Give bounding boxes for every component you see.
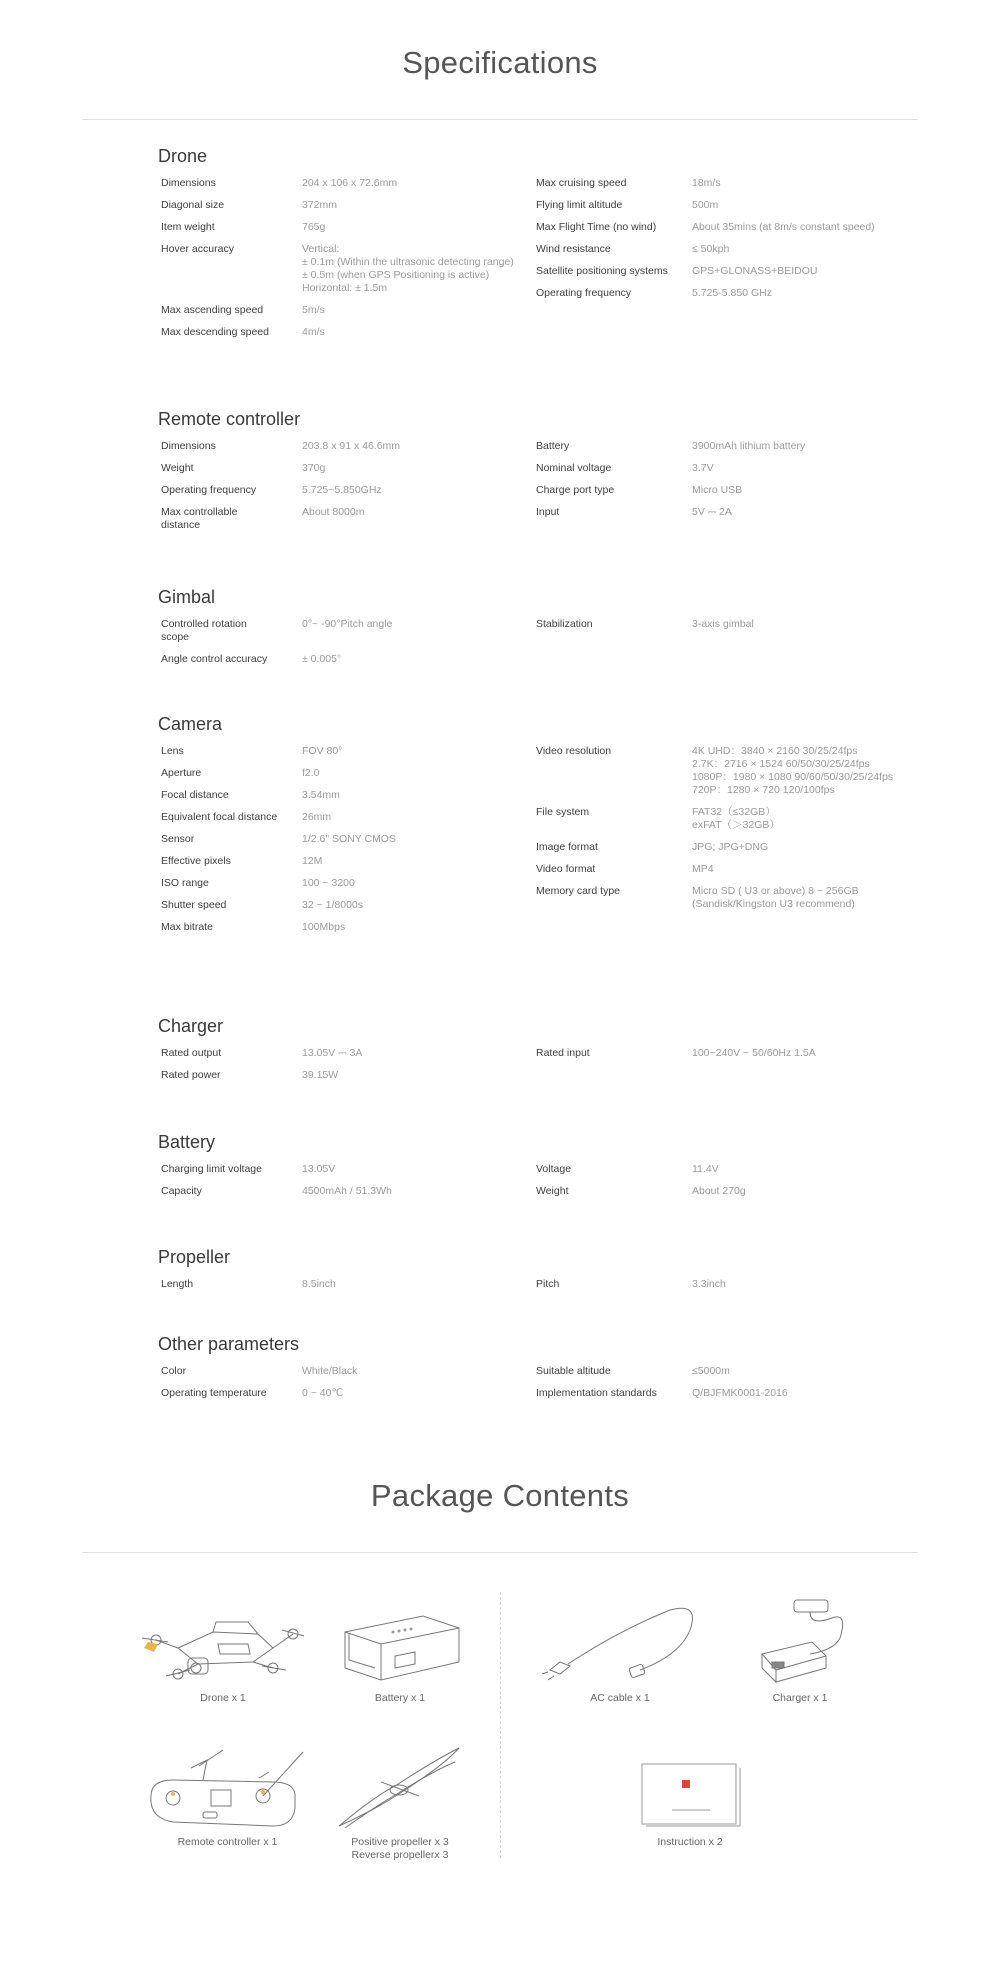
instruction-booklet-illustration bbox=[638, 1760, 742, 1830]
spec-row-diagonal-size bbox=[161, 199, 531, 212]
spec-label: Rated output bbox=[161, 1047, 222, 1059]
spec-label: Max ascending speed bbox=[161, 304, 264, 316]
spec-row-angle-control-accuracy bbox=[161, 653, 531, 666]
spec-value: Micro USB bbox=[692, 484, 743, 496]
package-item-remote-controller bbox=[140, 1748, 315, 1849]
spec-label: Diagonal size bbox=[161, 199, 225, 211]
drone-caption: Drone x 1 bbox=[200, 1692, 246, 1704]
spec-row-file-system bbox=[536, 806, 916, 832]
spec-label: Battery bbox=[536, 440, 570, 452]
spec-label: Rated input bbox=[536, 1047, 590, 1059]
remote-controller-illustration bbox=[143, 1748, 313, 1830]
spec-label: Aperture bbox=[161, 767, 202, 779]
spec-label: Operating frequency bbox=[536, 287, 632, 299]
spec-row-stabilization bbox=[536, 618, 916, 631]
spec-value: About 35mins (at 8m/s constant speed) bbox=[692, 221, 875, 233]
spec-row-item-weight bbox=[161, 221, 531, 234]
spec-column-left bbox=[161, 745, 531, 943]
specifications-title: Specifications bbox=[402, 45, 598, 80]
spec-column-left bbox=[161, 177, 531, 348]
spec-value: 13.05V ⎓ 3A bbox=[302, 1047, 363, 1059]
section-heading: Drone bbox=[158, 146, 208, 166]
section-battery bbox=[158, 1129, 918, 1197]
spec-row-satellite-positioning-systems bbox=[536, 265, 916, 278]
spec-column-left bbox=[161, 1047, 531, 1091]
spec-label: Memory card type bbox=[536, 885, 621, 897]
spec-value: 0 ~ 40℃ bbox=[302, 1387, 344, 1399]
spec-value: FAT32（≤32GB） exFAT（＞32GB） bbox=[692, 806, 780, 831]
spec-row-capacity bbox=[161, 1185, 531, 1198]
section-heading: Camera bbox=[158, 714, 223, 734]
spec-column-left bbox=[161, 1278, 531, 1300]
spec-row-max-descending-speed bbox=[161, 326, 531, 339]
spec-row-input bbox=[536, 506, 916, 519]
spec-value: 5V ⎓ 2A bbox=[692, 506, 732, 518]
spec-label: Voltage bbox=[536, 1163, 572, 1175]
spec-row-max-cruising-speed bbox=[536, 177, 916, 190]
spec-value: 3.3inch bbox=[692, 1278, 726, 1290]
spec-label: Equivalent focal distance bbox=[161, 811, 278, 823]
section-heading: Other parameters bbox=[158, 1334, 300, 1354]
spec-value: 100~240V ~ 50/60Hz 1.5A bbox=[692, 1047, 816, 1059]
spec-label: Nominal voltage bbox=[536, 462, 612, 474]
spec-label: Implementation standards bbox=[536, 1387, 657, 1399]
spec-value: 370g bbox=[302, 462, 326, 474]
spec-label: Max Flight Time (no wind) bbox=[536, 221, 657, 233]
spec-value: 1/2.6" SONY CMOS bbox=[302, 833, 396, 845]
spec-row-rated-power bbox=[161, 1069, 531, 1082]
spec-value: 5.725~5.850GHz bbox=[302, 484, 382, 496]
spec-row-max-ascending-speed bbox=[161, 304, 531, 317]
package-item-battery bbox=[330, 1610, 470, 1705]
spec-value: 39.15W bbox=[302, 1069, 339, 1081]
spec-label: Weight bbox=[161, 462, 194, 474]
drone-illustration bbox=[138, 1604, 308, 1686]
spec-row-wind-resistance bbox=[536, 243, 916, 256]
spec-row-weight bbox=[536, 1185, 916, 1198]
spec-label: Wind resistance bbox=[536, 243, 611, 255]
charger-caption: Charger x 1 bbox=[772, 1692, 828, 1704]
spec-value: 500m bbox=[692, 199, 719, 211]
spec-column-right bbox=[536, 177, 916, 309]
spec-column-left bbox=[161, 1365, 531, 1409]
spec-value: FOV 80° bbox=[302, 745, 343, 757]
spec-value: 11.4V bbox=[692, 1163, 719, 1175]
spec-row-sensor bbox=[161, 833, 531, 846]
spec-value: 5m/s bbox=[302, 304, 325, 316]
spec-label: Capacity bbox=[161, 1185, 202, 1197]
ac-cable-caption: AC cable x 1 bbox=[590, 1692, 650, 1704]
spec-row-video-resolution bbox=[536, 745, 916, 797]
spec-label: Color bbox=[161, 1365, 187, 1377]
spec-row-dimensions bbox=[161, 440, 531, 453]
propellers-caption: Positive propeller x 3 Reverse propellerx 3 bbox=[351, 1836, 449, 1861]
spec-column-right bbox=[536, 618, 916, 640]
spec-value: 3900mAh lithium battery bbox=[692, 440, 806, 452]
spec-column-right bbox=[536, 1047, 916, 1069]
spec-row-rated-input bbox=[536, 1047, 916, 1060]
package-contents bbox=[0, 1570, 1000, 1900]
spec-label: Suitable altitude bbox=[536, 1365, 611, 1377]
package-item-ac-cable bbox=[530, 1600, 710, 1705]
spec-value: 100Mbps bbox=[302, 921, 346, 933]
spec-value: MP4 bbox=[692, 863, 714, 875]
spec-label: Dimensions bbox=[161, 177, 216, 189]
spec-label: Flying limit altitude bbox=[536, 199, 623, 211]
section-charger bbox=[158, 1013, 918, 1081]
spec-value: 3.7V bbox=[692, 462, 714, 474]
spec-row-battery bbox=[536, 440, 916, 453]
section-heading: Charger bbox=[158, 1016, 224, 1036]
spec-row-image-format bbox=[536, 841, 916, 854]
propellers-illustration bbox=[335, 1746, 465, 1830]
package-item-charger bbox=[740, 1598, 860, 1705]
spec-value: 3.54mm bbox=[302, 789, 340, 801]
spec-row-length bbox=[161, 1278, 531, 1291]
spec-value: ≤ 50kph bbox=[692, 243, 730, 255]
spec-row-charge-port-type bbox=[536, 484, 916, 497]
section-other-parameters bbox=[158, 1331, 918, 1399]
spec-value: 12M bbox=[302, 855, 323, 867]
spec-column-right bbox=[536, 440, 916, 528]
spec-row-nominal-voltage bbox=[536, 462, 916, 475]
spec-row-iso-range bbox=[161, 877, 531, 890]
spec-value: 18m/s bbox=[692, 177, 721, 189]
spec-label: Charging limit voltage bbox=[161, 1163, 262, 1175]
spec-value: 13.05V bbox=[302, 1163, 336, 1175]
spec-row-rated-output bbox=[161, 1047, 531, 1060]
spec-row-equivalent-focal-distance bbox=[161, 811, 531, 824]
spec-row-suitable-altitude bbox=[536, 1365, 916, 1378]
remote-controller-caption: Remote controller x 1 bbox=[177, 1836, 278, 1848]
spec-column-right bbox=[536, 745, 916, 920]
spec-value: About 8000m bbox=[302, 506, 365, 518]
spec-row-charging-limit-voltage bbox=[161, 1163, 531, 1176]
spec-label: Item weight bbox=[161, 221, 215, 233]
title-divider bbox=[82, 119, 918, 120]
spec-label: Dimensions bbox=[161, 440, 216, 452]
spec-value: JPG; JPG+DNG bbox=[692, 841, 769, 853]
spec-label: Effective pixels bbox=[161, 855, 231, 867]
spec-value: About 270g bbox=[692, 1185, 746, 1197]
spec-row-operating-temperature bbox=[161, 1387, 531, 1400]
battery-illustration bbox=[335, 1610, 465, 1686]
package-divider bbox=[82, 1552, 918, 1553]
spec-value: White/Black bbox=[302, 1365, 358, 1377]
spec-label: Max bitrate bbox=[161, 921, 213, 933]
spec-row-focal-distance bbox=[161, 789, 531, 802]
spec-label: Pitch bbox=[536, 1278, 560, 1290]
spec-label: Stabilization bbox=[536, 618, 593, 630]
spec-value: 4m/s bbox=[302, 326, 325, 338]
spec-label: Operating frequency bbox=[161, 484, 257, 496]
spec-value: 203.8 x 91 x 46.6mm bbox=[302, 440, 401, 452]
spec-row-max-flight-time-no-wind bbox=[536, 221, 916, 234]
instruction-caption: Instruction x 2 bbox=[657, 1836, 723, 1848]
spec-label: Max descending speed bbox=[161, 326, 269, 338]
spec-row-weight bbox=[161, 462, 531, 475]
spec-label: Sensor bbox=[161, 833, 195, 845]
section-remote-controller bbox=[158, 406, 918, 531]
spec-row-color bbox=[161, 1365, 531, 1378]
spec-column-right bbox=[536, 1278, 916, 1300]
spec-label: Max controllable distance bbox=[161, 506, 238, 531]
spec-label: ISO range bbox=[161, 877, 209, 889]
spec-row-lens bbox=[161, 745, 531, 758]
spec-row-memory-card-type bbox=[536, 885, 916, 911]
brand-logo-mark bbox=[682, 1780, 690, 1788]
spec-row-aperture bbox=[161, 767, 531, 780]
section-heading: Battery bbox=[158, 1132, 216, 1152]
spec-row-pitch bbox=[536, 1278, 916, 1291]
spec-label: Image format bbox=[536, 841, 598, 853]
spec-value: GPS+GLONASS+BEIDOU bbox=[692, 265, 818, 277]
spec-row-flying-limit-altitude bbox=[536, 199, 916, 212]
spec-column-right bbox=[536, 1365, 916, 1409]
section-drone bbox=[158, 143, 918, 338]
spec-label: Lens bbox=[161, 745, 184, 757]
spec-value: ≤5000m bbox=[692, 1365, 730, 1377]
spec-value: 204 x 106 x 72.6mm bbox=[302, 177, 398, 189]
spec-label: Weight bbox=[536, 1185, 569, 1197]
spec-value: Vertical: ± 0.1m (Within the ultrasonic detecting range) ± 0.5m (when GPS Positioning is active) Horizontal: ± 1.5m bbox=[302, 243, 514, 294]
spec-label: Length bbox=[161, 1278, 194, 1290]
spec-value: 4K UHD：3840 × 2160 30/25/24fps 2.7K：2716 × 1524 60/50/30/25/24fps 1080P：1980 × 1080 90/60/50/30/25/24fps 720P：1280 × 720 120/100fps bbox=[692, 745, 894, 796]
spec-value: 32 ~ 1/8000s bbox=[302, 899, 364, 911]
spec-label: Video format bbox=[536, 863, 596, 875]
section-propeller bbox=[158, 1244, 918, 1290]
spec-row-shutter-speed bbox=[161, 899, 531, 912]
spec-row-operating-frequency bbox=[161, 484, 531, 497]
spec-label: Focal distance bbox=[161, 789, 229, 801]
spec-value: 3-axis gimbal bbox=[692, 618, 754, 630]
spec-value: 372mm bbox=[302, 199, 338, 211]
spec-row-effective-pixels bbox=[161, 855, 531, 868]
spec-label: Input bbox=[536, 506, 560, 518]
spec-label: Satellite positioning systems bbox=[536, 265, 668, 277]
spec-row-controlled-rotation-scope bbox=[161, 618, 531, 644]
spec-value: Micro SD ( U3 or above) 8 ~ 256GB (Sandisk/Kingston U3 recommend) bbox=[692, 885, 859, 910]
spec-row-max-controllable-distance bbox=[161, 506, 531, 532]
ac-cable-illustration bbox=[530, 1600, 710, 1686]
spec-label: Rated power bbox=[161, 1069, 221, 1081]
package-item-drone bbox=[138, 1604, 308, 1705]
spec-row-video-format bbox=[536, 863, 916, 876]
spec-label: Charge port type bbox=[536, 484, 615, 496]
spec-value: Q/BJFMK0001-2016 bbox=[692, 1387, 788, 1399]
charger-illustration bbox=[750, 1598, 850, 1686]
spec-row-dimensions bbox=[161, 177, 531, 190]
spec-value: 8.5inch bbox=[302, 1278, 336, 1290]
spec-label: File system bbox=[536, 806, 590, 818]
section-heading: Propeller bbox=[158, 1247, 231, 1267]
section-gimbal bbox=[158, 584, 918, 665]
spec-label: Hover accuracy bbox=[161, 243, 234, 255]
spec-value: 765g bbox=[302, 221, 326, 233]
spec-value: 26mm bbox=[302, 811, 332, 823]
spec-row-hover-accuracy bbox=[161, 243, 531, 295]
spec-row-max-bitrate bbox=[161, 921, 531, 934]
spec-value: 0°~ -90°Pitch angle bbox=[302, 618, 393, 630]
spec-column-left bbox=[161, 1163, 531, 1207]
section-camera bbox=[158, 711, 918, 933]
spec-label: Shutter speed bbox=[161, 899, 227, 911]
spec-row-voltage bbox=[536, 1163, 916, 1176]
spec-label: Controlled rotation scope bbox=[161, 618, 247, 643]
spec-value: f2.0 bbox=[302, 767, 320, 779]
spec-row-operating-frequency bbox=[536, 287, 916, 300]
spec-row-implementation-standards bbox=[536, 1387, 916, 1400]
spec-column-left bbox=[161, 618, 531, 675]
spec-label: Video resolution bbox=[536, 745, 612, 757]
spec-value: 5.725-5.850 GHz bbox=[692, 287, 772, 299]
package-contents-title: Package Contents bbox=[370, 1478, 630, 1513]
spec-value: 100 ~ 3200 bbox=[302, 877, 355, 889]
package-item-propellers bbox=[330, 1746, 470, 1862]
spec-label: Max cruising speed bbox=[536, 177, 627, 189]
section-heading: Remote controller bbox=[158, 409, 301, 429]
spec-column-right bbox=[536, 1163, 916, 1207]
package-item-instruction bbox=[630, 1760, 750, 1849]
spec-label: Angle control accuracy bbox=[161, 653, 268, 665]
spec-value: ± 0.005° bbox=[302, 653, 342, 665]
spec-value: 4500mAh / 51.3Wh bbox=[302, 1185, 392, 1197]
spec-column-left bbox=[161, 440, 531, 541]
section-heading: Gimbal bbox=[158, 587, 216, 607]
battery-caption: Battery x 1 bbox=[374, 1692, 426, 1704]
spec-label: Operating temperature bbox=[161, 1387, 267, 1399]
